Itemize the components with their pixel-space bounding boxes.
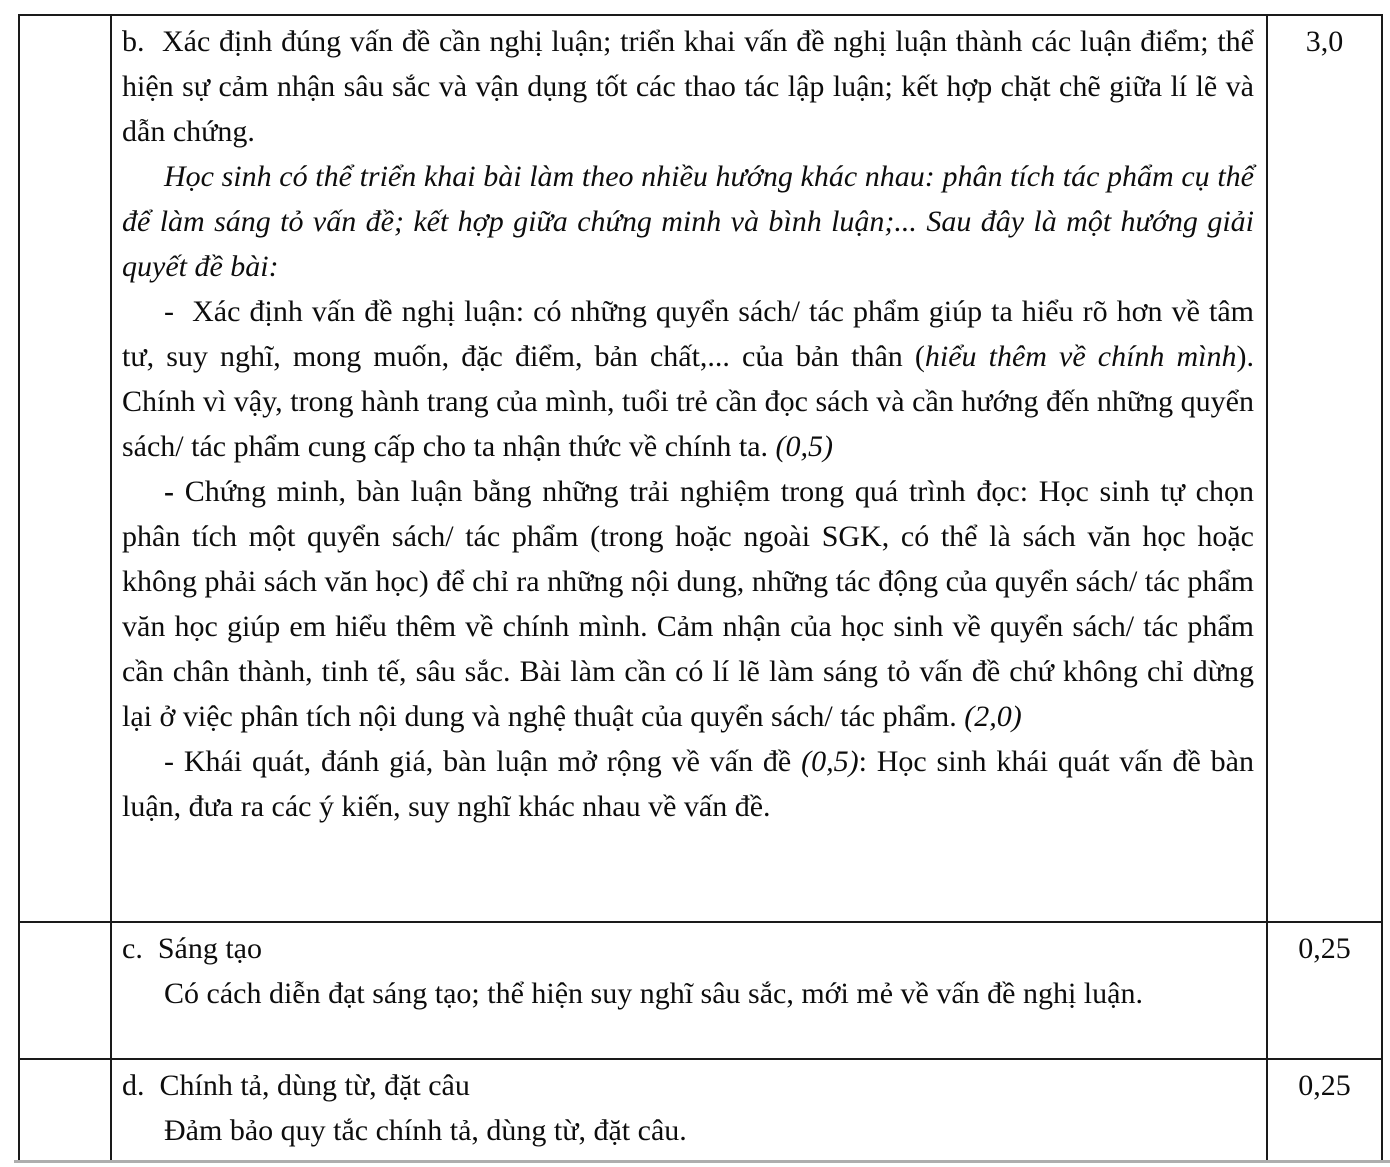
paragraph [122, 1063, 1254, 1108]
text-segment: Đảm bảo quy tắc chính tả, dùng từ, đặt câu. [164, 1114, 687, 1147]
text-segment: Có cách diễn đạt sáng tạo; thể hiện suy nghĩ sâu sắc, mới mẻ về vấn đề nghị luận. [164, 977, 1143, 1010]
paragraph [122, 19, 1254, 154]
text-segment: d. Chính tả, dùng từ, đặt câu [122, 1069, 470, 1102]
criteria-content-cell [112, 923, 1266, 1058]
row-label-cell [20, 16, 112, 921]
paragraph [122, 154, 1254, 289]
paragraph [122, 739, 1254, 829]
paragraph [122, 469, 1254, 739]
paragraph [122, 1108, 1254, 1153]
row-label-cell [20, 1060, 112, 1161]
text-segment: ). Chính vì vậy, trong hành trang của mình, tuổi trẻ cần đọc sách và cần hướng đến những quyển sách/ tác phẩm cung cấp cho ta nhận thức về chính ta. [122, 340, 1254, 463]
criteria-content-cell [112, 16, 1266, 921]
text-segment: - [164, 475, 185, 508]
text-segment: (2,0) [964, 700, 1022, 733]
text-segment: (0,5) [801, 745, 859, 778]
paragraph [122, 289, 1254, 469]
score-value: 0,25 [1298, 1069, 1351, 1102]
paragraph [122, 971, 1254, 1016]
text-segment: c. Sáng tạo [122, 932, 262, 965]
score-value: 3,0 [1305, 25, 1344, 58]
score-value: 0,25 [1298, 932, 1351, 965]
text-segment: b. Xác định đúng vấn đề cần nghị luận; triển khai vấn đề nghị luận thành các luận điểm; thể hiện sự cảm nhận sâu sắc và vận dụng tốt các thao tác lập luận; kết hợp chặt chẽ giữa lí lẽ và dẫn chứng. [122, 25, 1254, 148]
text-segment: (0,5) [775, 430, 833, 463]
text-segment: - Xác định vấn đề nghị luận: có những quyển sách/ tác phẩm giúp ta hiểu rõ hơn về tâm tư, suy nghĩ, mong muốn, đặc điểm, bản chất,... của bản thân ( [122, 295, 1254, 373]
text-segment: Học sinh có thể triển khai bài làm theo nhiều hướng khác nhau: phân tích tác phẩm cụ thể để làm sáng tỏ vấn đề; kết hợp giữa chứng minh và bình luận;... Sau đây là một hướng giải quyết đề bài: [122, 160, 1254, 283]
text-segment: hiểu thêm về chính mình [924, 340, 1237, 373]
criteria-content-cell [112, 1060, 1266, 1161]
text-segment: - Khái quát, đánh giá, bàn luận mở rộng về vấn đề [164, 745, 802, 778]
grading-rubric-table [18, 14, 1383, 1163]
rubric-row-d [20, 1058, 1381, 1161]
row-label-cell [20, 923, 112, 1058]
text-segment: Chứng minh, bàn luận bằng những trải nghiệm trong quá trình đọc: Học sinh tự chọn phân tích một quyển sách/ tác phẩm (trong hoặc ngoài SGK, có thể là sách văn học hoặc không phải sách văn học) để chỉ ra những nội dung, những tác động của quyển sách/ tác phẩm văn học giúp em hiểu thêm về chính mình. Cảm nhận của học sinh về quyển sách/ tác phẩm cần chân thành, tinh tế, sâu sắc. Bài làm cần có lí lẽ làm sáng tỏ vấn đề chứ không chỉ dừng lại ở việc phân tích nội dung và nghệ thuật của quyển sách/ tác phẩm. [122, 475, 1254, 733]
rubric-row-c [20, 921, 1381, 1058]
next-row-border-hint [14, 1160, 1390, 1163]
score-cell [1266, 923, 1381, 1058]
text-segment: : Học sinh khái quát vấn đề bàn luận, đưa ra các ý kiến, suy nghĩ khác nhau về vấn đề. [122, 745, 1254, 823]
score-cell [1266, 1060, 1381, 1161]
paragraph [122, 926, 1254, 971]
score-cell [1266, 16, 1381, 921]
rubric-row-b [20, 16, 1381, 921]
